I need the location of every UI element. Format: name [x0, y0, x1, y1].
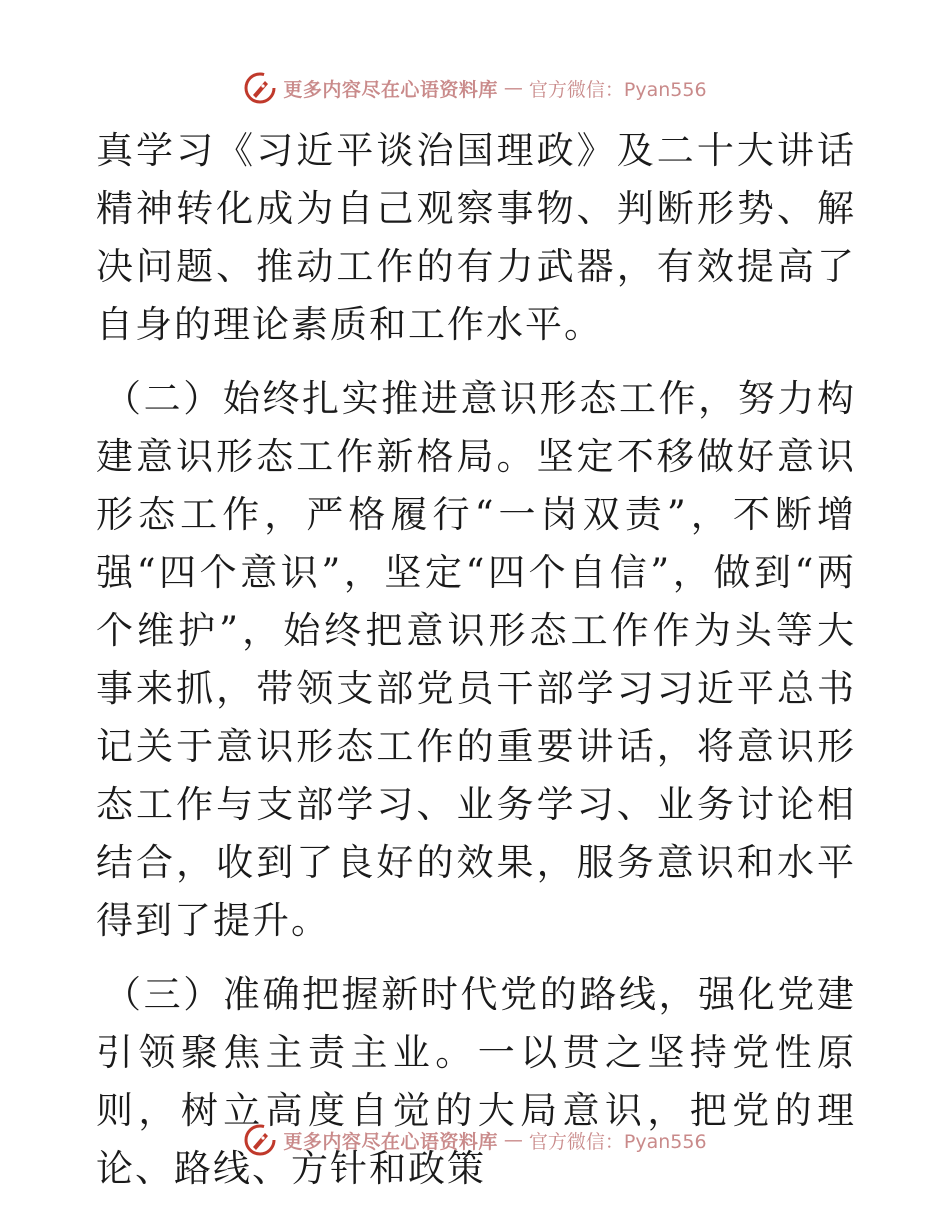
pen-nib-logo-icon: [243, 71, 277, 105]
paragraph-2: （二）始终扎实推进意识形态工作，努力构建意识形态工作新格局。坚定不移做好意识形态工作，严格履行“一岗双责”，不断增强“四个意识”，坚定“四个自信”，做到“两个维护”，始终把意识形态工作作为头等大事来抓，带领支部党员干部学习习近平总书记关于意识形态工作的重要讲话，将意识形态工作与支部学习、业务学习、业务讨论相结合，收到了良好的效果，服务意识和水平得到了提升。: [96, 377, 856, 942]
footer-separator: —: [503, 1129, 523, 1151]
footer-watermark: [0, 1120, 950, 1160]
header-wechat-text: 官方微信：Pyan556: [528, 78, 707, 101]
document-body: [96, 122, 856, 1198]
footer-watermark-text: 更多内容尽在心语资料库: [283, 1130, 498, 1153]
footer-wechat-text: 官方微信：Pyan556: [528, 1130, 707, 1153]
header-watermark: [0, 68, 950, 108]
header-separator: —: [503, 77, 523, 99]
paragraph-3: （三）准确把握新时代党的路线，强化党建引领聚焦主责主业。一以贯之坚持党性原则，树立高度自觉的大局意识，把党的理论、路线、方针和政策: [96, 973, 856, 1190]
header-watermark-text: 更多内容尽在心语资料库: [283, 78, 498, 101]
pen-nib-logo-icon: [243, 1123, 277, 1157]
paragraph-1: 真学习《习近平谈治国理政》及二十大讲话精神转化成为自己观察事物、判断形势、解决问题、推动工作的有力武器，有效提高了自身的理论素质和工作水平。: [96, 129, 856, 346]
